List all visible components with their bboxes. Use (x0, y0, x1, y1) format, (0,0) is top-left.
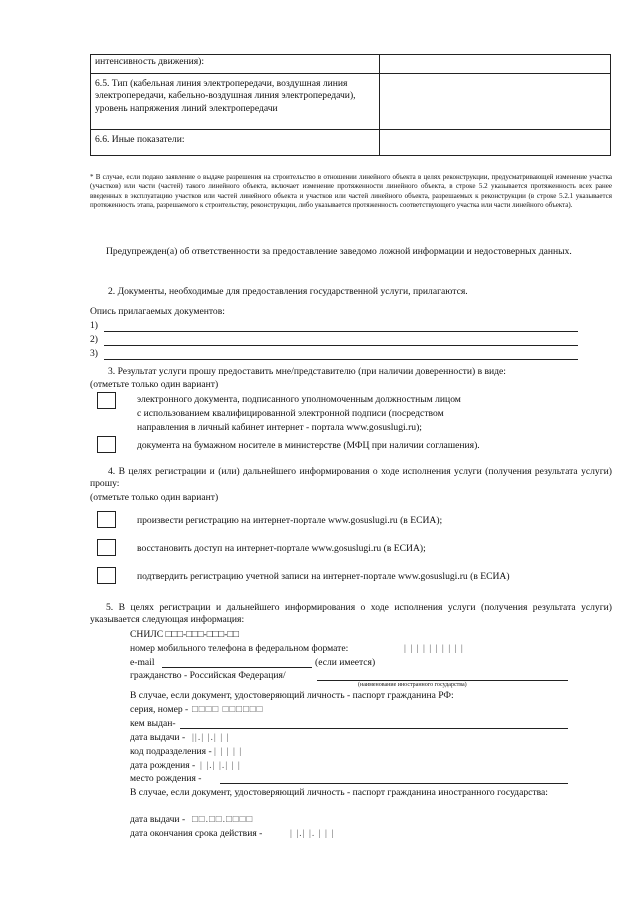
document-item-2-field[interactable] (104, 345, 578, 346)
restore-access-label: восстановить доступ на интернет-портале www.gosuslugi.ru (в ЕСИА); (137, 543, 426, 554)
liability-warning: Предупрежден(а) об ответственности за предоставление заведомо ложной информации и недостоверных данных. (106, 246, 572, 257)
table-row (91, 55, 611, 74)
footnote: * В случае, если подано заявление о выдаче разрешения на строительство в отношении линейного объекта в целях реконструкции, предусматривающей изменение участка (участков) или части (частей) такого линейного объекта, включает изменение протяженности линейного объекта, в строке 5.2 указывается протяженность всех ранее введенных в эксплуатацию участков или частей линейного объекта и участков или частей линейного объекта, разрешаемых к реконструкции (в строке 5.2.1 указывается протяженность этапа, разрешаемого к строительству, реконструкции, либо указывается протяженность соответствующего участка или части линейного объекта). (90, 173, 612, 210)
section-4-title: 4. В целях регистрации и (или) дальнейшего информирования о ходе исполнения услуги (получения результата услуги) прошу: (90, 466, 612, 490)
confirm-registration-checkbox[interactable] (97, 567, 116, 584)
restore-access-checkbox[interactable] (97, 539, 116, 556)
department-code-cells[interactable]: | | | | | (214, 746, 243, 757)
passport-series-cells[interactable]: □□□□ □□□□□□ (192, 704, 264, 715)
foreign-passport-case: В случае, если документ, удостоверяющий личность - паспорт гражданина иностранного государства: (130, 787, 548, 798)
result-electronic-line-2: с использованием квалифицированной электронной подписи (посредством (137, 408, 444, 419)
section-3-title: 3. Результат услуги прошу предоставить мне/представителю (при наличии доверенности) в виде: (108, 366, 506, 377)
result-paper-checkbox[interactable] (97, 436, 116, 453)
table-cell-label: интенсивность движения): (91, 55, 380, 74)
result-electronic-line-3: направления в личный кабинет интернет - портала www.gosuslugi.ru); (137, 422, 422, 433)
table-cell-value[interactable] (380, 55, 611, 74)
phone-cells[interactable]: | | | | | | | | | | (404, 643, 464, 654)
parameters-table (90, 54, 611, 156)
section-4-note: (отметьте только один вариант) (90, 492, 219, 503)
section-5-title: 5. В целях регистрации и дальнейшего информирования о ходе исполнения услуги (получения результата услуги) указывается следующая информация: (90, 602, 612, 626)
issue-date-label: дата выдачи - (130, 732, 186, 743)
document-item-1-field[interactable] (104, 331, 578, 332)
table-cell-value[interactable] (380, 74, 611, 130)
birth-place-label: место рождения - (130, 773, 202, 784)
document-item-3-field[interactable] (104, 359, 578, 360)
issued-by-label: кем выдан- (130, 718, 176, 729)
table-cell-label: 6.5. Тип (кабельная линия электропередачи, воздушная линия электропередачи, кабельно-воздушная линия электропередачи), уровень напряжения линий электропередачи (91, 74, 380, 130)
section-3-note: (отметьте только один вариант) (90, 379, 219, 390)
rf-passport-case: В случае, если документ, удостоверяющий личность - паспорт гражданина РФ: (130, 690, 454, 701)
confirm-registration-label: подтвердить регистрацию учетной записи на интернет-портале www.gosuslugi.ru (в ЕСИА) (137, 571, 510, 582)
email-label: e-mail (130, 657, 155, 668)
birth-date-label: дата рождения - (130, 760, 196, 771)
documents-list-label: Опись прилагаемых документов: (90, 306, 225, 317)
phone-label: номер мобильного телефона в федеральном формате: (130, 643, 349, 654)
register-checkbox[interactable] (97, 511, 116, 528)
passport-series-label: серия, номер - (130, 704, 189, 715)
foreign-issue-date-cells[interactable]: □□.□□.□□□□ (192, 814, 254, 825)
document-item-2-number: 2) (90, 334, 98, 345)
document-item-3-number: 3) (90, 348, 98, 359)
issue-date-cells[interactable]: ||.| |.| | | (192, 732, 230, 743)
birth-date-cells[interactable]: | |.| |.| | | (200, 760, 241, 771)
table-row (91, 130, 611, 156)
citizenship-hint: (наименование иностранного государства) (358, 682, 467, 688)
email-input[interactable] (162, 667, 312, 668)
result-paper-label: документа на бумажном носителе в министерстве (МФЦ при наличии соглашения). (137, 440, 480, 451)
birth-place-input[interactable] (220, 783, 568, 784)
table-cell-value[interactable] (380, 130, 611, 156)
section-2-title: 2. Документы, необходимые для предоставления государственной услуги, прилагаются. (108, 286, 468, 297)
table-row (91, 74, 611, 130)
document-item-1-number: 1) (90, 320, 98, 331)
foreign-issue-date-label: дата выдачи - (130, 814, 186, 825)
foreign-expiry-cells[interactable]: | |.| |. | | | (290, 828, 335, 839)
department-code-label: код подразделения - (130, 746, 212, 757)
email-note: (если имеется) (315, 657, 376, 668)
table-cell-label: 6.6. Иные показатели: (91, 130, 380, 156)
snils-field[interactable]: СНИЛС □□□-□□□-□□□-□□ (130, 629, 239, 640)
result-electronic-line-1: электронного документа, подписанного уполномоченным должностным лицом (137, 394, 461, 405)
foreign-expiry-label: дата окончания срока действия - (130, 828, 263, 839)
result-electronic-checkbox[interactable] (97, 392, 116, 409)
issued-by-input[interactable] (180, 728, 568, 729)
citizenship-label: гражданство - Российская Федерация/ (130, 670, 286, 681)
register-label: произвести регистрацию на интернет-портале www.gosuslugi.ru (в ЕСИА); (137, 515, 443, 526)
